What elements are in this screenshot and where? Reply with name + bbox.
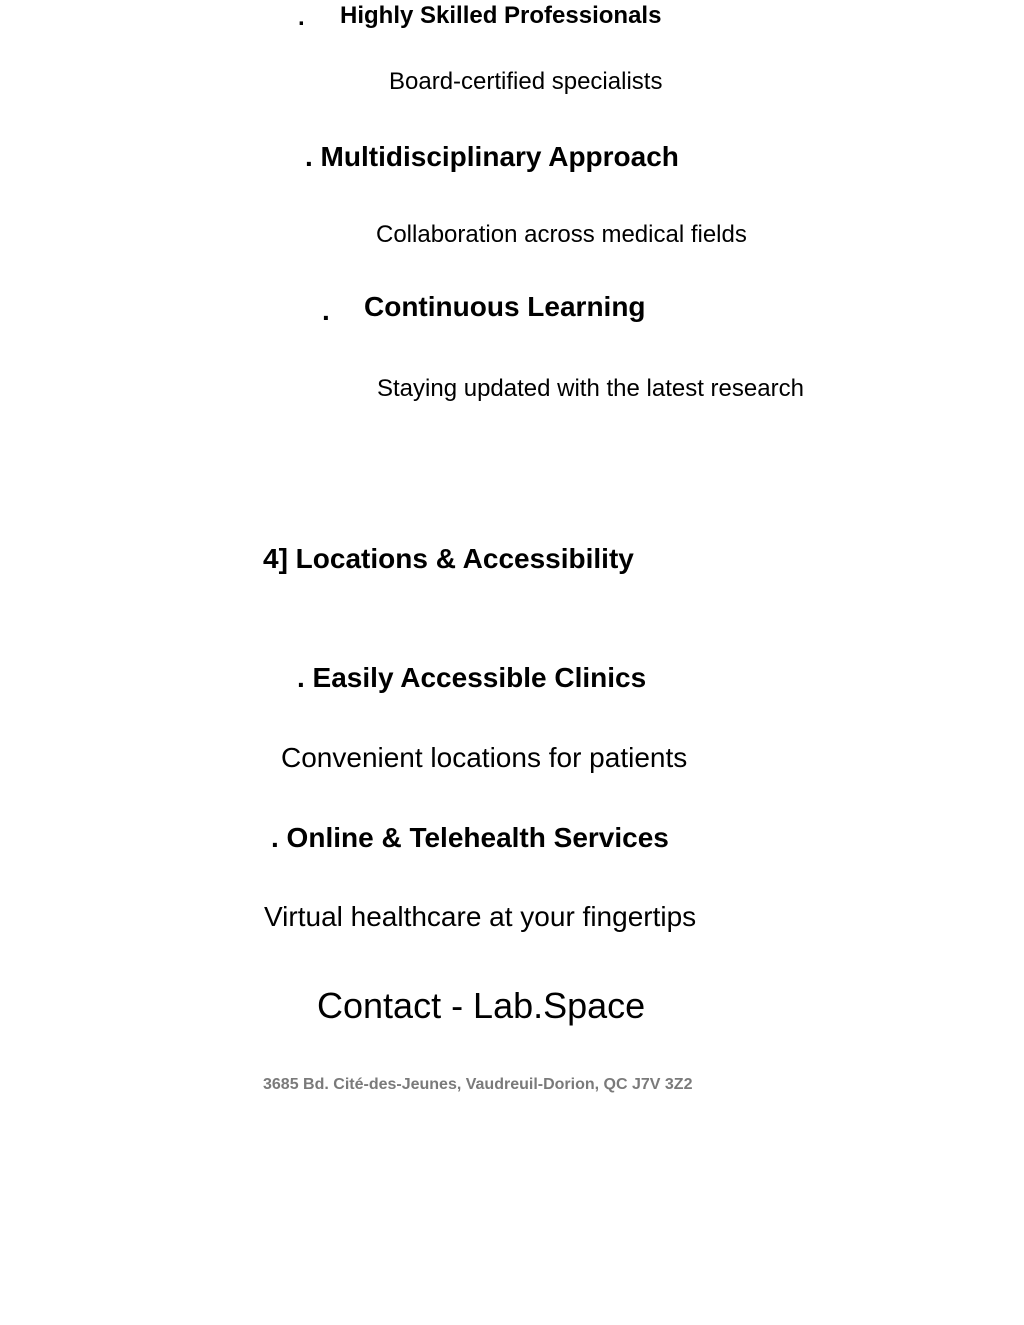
bullet-dot: .: [298, 4, 305, 31]
location-title-telehealth: . Online & Telehealth Services: [271, 822, 669, 853]
bullet-dot: .: [322, 295, 330, 326]
feature-title-professionals: Highly Skilled Professionals: [340, 2, 662, 29]
contact-title: Contact - Lab.Space: [317, 985, 646, 1026]
location-title-clinics: . Easily Accessible Clinics: [297, 662, 647, 693]
feature-description-multidisciplinary: Collaboration across medical fields: [376, 221, 747, 248]
feature-title-multidisciplinary: . Multidisciplinary Approach: [305, 141, 679, 172]
feature-description-professionals: Board-certified specialists: [389, 68, 663, 95]
location-description-telehealth: Virtual healthcare at your fingertips: [264, 901, 697, 932]
location-description-clinics: Convenient locations for patients: [281, 742, 688, 773]
feature-title-learning: Continuous Learning: [364, 291, 646, 322]
feature-description-learning: Staying updated with the latest research: [377, 375, 804, 402]
contact-address: 3685 Bd. Cité-des-Jeunes, Vaudreuil-Dorion, QC J7V 3Z2: [263, 1076, 693, 1093]
section-heading-locations: 4] Locations & Accessibility: [263, 543, 634, 574]
